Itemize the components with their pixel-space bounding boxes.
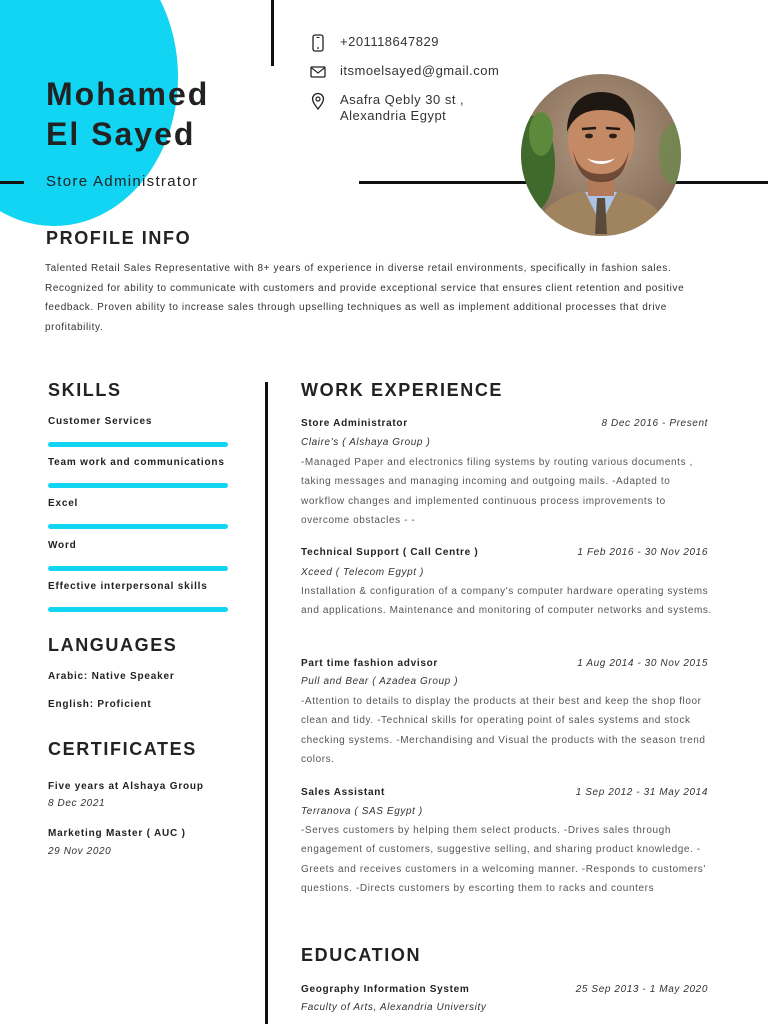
name-line-1: Mohamed	[46, 76, 210, 112]
address-line-2: Alexandria Egypt	[340, 108, 447, 123]
job-company: Terranova ( SAS Egypt )	[301, 806, 423, 817]
skill-item: Customer Services	[48, 416, 153, 427]
job-dates: 1 Aug 2014 - 30 Nov 2015	[577, 658, 708, 669]
language-item: Arabic: Native Speaker	[48, 671, 175, 682]
job-title: Store Administrator	[46, 173, 199, 190]
name-line-2: El Sayed	[46, 116, 196, 152]
job-position: Technical Support ( Call Centre )	[301, 547, 479, 558]
job-position: Store Administrator	[301, 418, 408, 429]
certificate-date: 8 Dec 2021	[48, 798, 106, 809]
job-company: Pull and Bear ( Azadea Group )	[301, 676, 459, 687]
certificate-title: Marketing Master ( AUC )	[48, 828, 186, 839]
location-pin-icon	[309, 92, 327, 110]
skill-bar	[48, 607, 228, 612]
address	[340, 92, 464, 124]
skill-item: Word	[48, 540, 77, 551]
certificates-heading: CERTIFICATES	[48, 739, 197, 759]
skill-bar	[48, 566, 228, 571]
job-description: -Serves customers by helping them select products. -Drives sales through engagement of customers, suggestive selling, and sharing product knowledge. -Greets and receives customers in a welcoming manner. -Responds to customers' questions. -Directs customers by escorting them to racks and counters	[301, 825, 706, 895]
job-dates: 1 Sep 2012 - 31 May 2014	[575, 787, 708, 798]
job-position: Sales Assistant	[301, 787, 386, 798]
candidate-name	[46, 74, 209, 154]
job-description: Installation & configuration of a company's computer hardware operating systems and applications. Maintenance and monitoring of computer networks and systems.	[301, 586, 712, 617]
divider-vertical-top	[271, 0, 274, 66]
profile-photo	[521, 74, 681, 236]
job-description: -Attention to details to display the products at their best and keep the shop floor clean and tidy. -Technical skills for operating point of sales systems and stock checking systems. -Merchandising and Visual the products with the season trend colors.	[301, 696, 706, 766]
language-item: English: Proficient	[48, 699, 152, 710]
skill-item: Effective interpersonal skills	[48, 581, 208, 592]
languages-heading: LANGUAGES	[48, 635, 178, 655]
job-company: Claire's ( Alshaya Group )	[301, 437, 431, 448]
skill-bar	[48, 483, 228, 488]
skill-bar	[48, 442, 228, 447]
skill-item: Excel	[48, 498, 79, 509]
education-program: Geography Information System	[301, 984, 470, 995]
phone-icon	[309, 34, 327, 52]
email-address[interactable]: itsmoelsayed@gmail.com	[340, 63, 500, 78]
job-dates: 1 Feb 2016 - 30 Nov 2016	[577, 547, 708, 558]
profile-summary: Talented Retail Sales Representative with 8+ years of experience in diverse retail environments, specifically in fashion sales. Recognized for ability to communicate with customers and provide exceptional service that ensures client retention and positive feedback. Proven ability to increase sales through upselling techniques as well as implement additional processes that drive profitability.	[45, 263, 685, 334]
job-position: Part time fashion advisor	[301, 658, 438, 669]
mail-icon	[309, 63, 327, 81]
education-dates: 25 Sep 2013 - 1 May 2020	[575, 984, 708, 995]
education-school: Faculty of Arts, Alexandria University	[301, 1002, 487, 1013]
profile-heading: PROFILE INFO	[46, 228, 192, 248]
job-dates: 8 Dec 2016 - Present	[601, 418, 708, 429]
certificate-date: 29 Nov 2020	[48, 846, 112, 857]
skill-bar	[48, 524, 228, 529]
education-heading: EDUCATION	[301, 945, 422, 965]
certificate-title: Five years at Alshaya Group	[48, 781, 204, 792]
divider-horizontal-left	[0, 181, 24, 184]
phone-number[interactable]: +201118647829	[340, 34, 439, 49]
divider-vertical-column	[265, 382, 268, 1024]
skill-item: Team work and communications	[48, 457, 225, 468]
job-company: Xceed ( Telecom Egypt )	[301, 567, 424, 578]
job-description: -Managed Paper and electronics filing systems by routing various documents , taking messages and managing incoming and outgoing mails. -Adapted to workflow changes and implemented continuous process improvements to overcome obstacles - -	[301, 457, 693, 527]
skills-heading: SKILLS	[48, 380, 122, 400]
address-line-1: Asafra Qebly 30 st ,	[340, 92, 465, 107]
work-heading: WORK EXPERIENCE	[301, 380, 504, 400]
